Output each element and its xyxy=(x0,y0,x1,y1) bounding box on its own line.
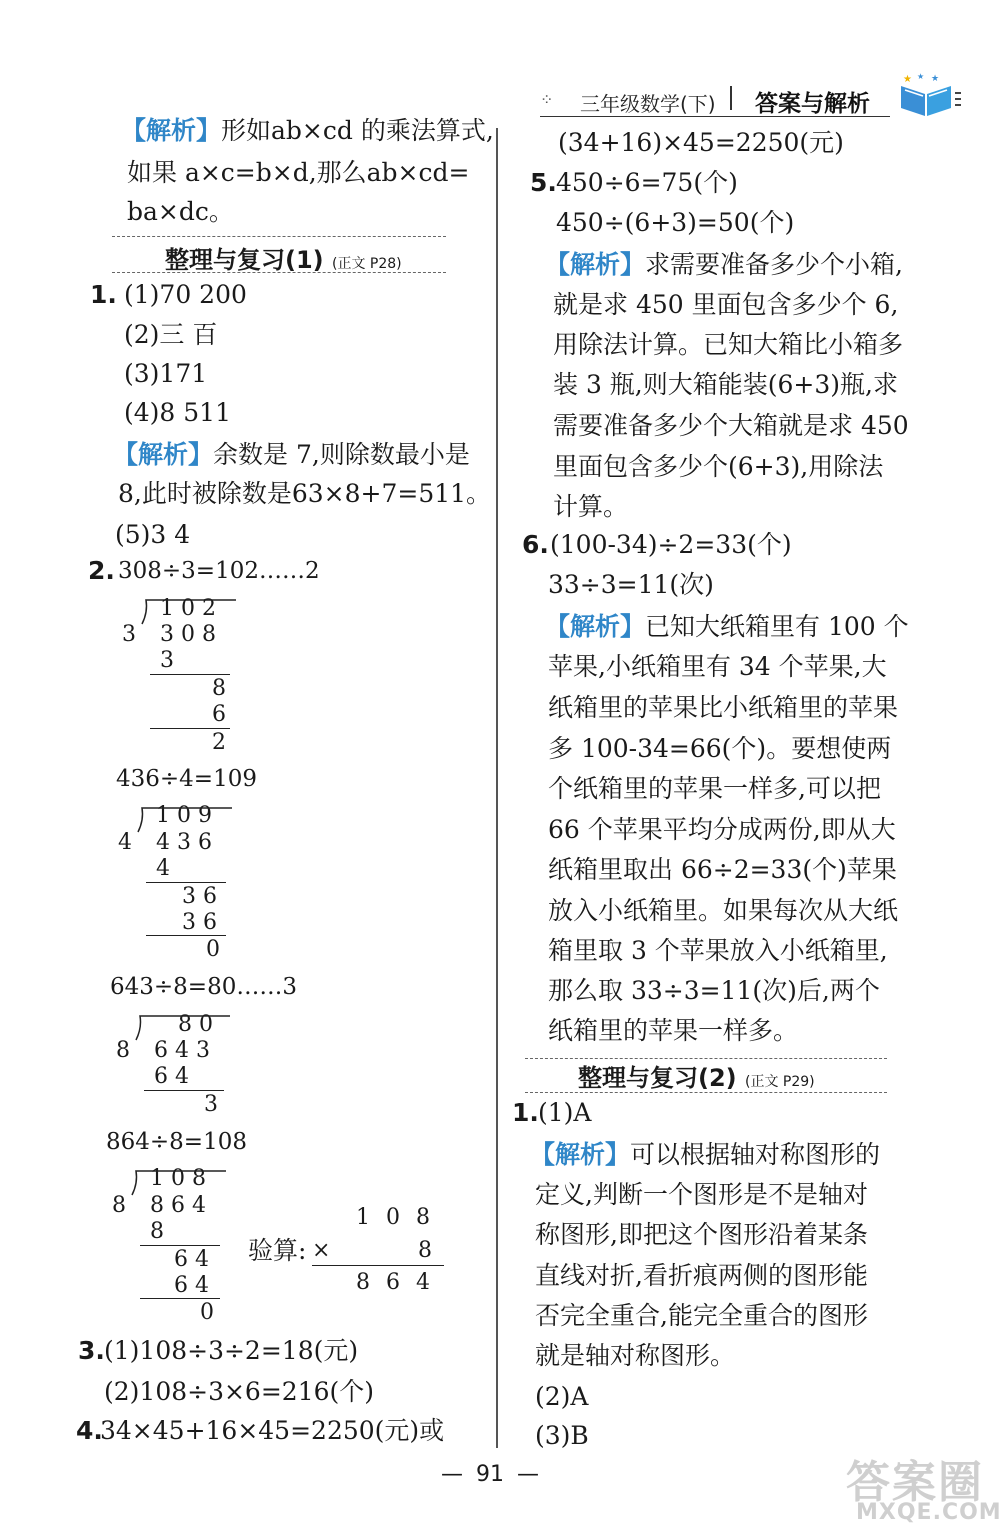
step-remainder: 36 xyxy=(182,884,224,909)
section1-top-rule xyxy=(112,236,446,237)
watermark-url: MXQE.COM xyxy=(856,1500,1002,1525)
q1-analysis-line1: 【解析】余数是 7,则除数最小是 xyxy=(113,440,470,469)
q4-answer-2: (34+16)×45=2250(元) xyxy=(558,128,844,157)
q1-answer-2: (2)三 百 xyxy=(124,320,218,349)
step-rule xyxy=(146,935,226,936)
q5-analysis-line5: 需要准备多少个大箱就是求 450 xyxy=(553,411,909,440)
step-remainder: 64 xyxy=(174,1247,216,1272)
q6-analysis-line2: 苹果,小纸箱里有 34 个苹果,大 xyxy=(548,652,887,681)
q6-analysis-line11: 纸箱里的苹果一样多。 xyxy=(548,1016,799,1045)
left-analysis-line2: 如果 a×c=b×d,那么ab×cd= xyxy=(127,158,470,187)
check-label: 验算: xyxy=(248,1236,307,1265)
svg-text:★: ★ xyxy=(931,74,940,84)
column-divider xyxy=(496,128,498,1448)
left-analysis-line1: 【解析】形如ab×cd 的乘法算式, xyxy=(121,116,494,145)
s2q1-answer-3: (3)B xyxy=(535,1421,589,1450)
section2-bottom-rule xyxy=(525,1092,887,1093)
q5-analysis-line3: 用除法计算。已知大箱比小箱多 xyxy=(553,330,904,359)
left-analysis-line3: ba×dc。 xyxy=(127,197,234,226)
s2q1-answer-1: (1)A xyxy=(538,1098,592,1127)
q5-answer-1: 450÷6=75(个) xyxy=(556,168,738,197)
q3-number: 3. xyxy=(78,1336,105,1365)
step-rule xyxy=(150,728,230,729)
q6-number: 6. xyxy=(522,530,549,559)
q4-answer-1: 34×45+16×45=2250(元)或 xyxy=(100,1416,445,1445)
step-subtract: 8 xyxy=(150,1219,171,1244)
footer-dash-left: — xyxy=(441,1462,463,1487)
q3-answer-2: (2)108÷3×6=216(个) xyxy=(104,1377,375,1406)
section2-title: 整理与复习(2) xyxy=(578,1064,737,1092)
check-rule xyxy=(312,1265,444,1266)
step-rule xyxy=(140,1298,220,1299)
q2-number: 2. xyxy=(88,556,115,585)
svg-text:★: ★ xyxy=(903,74,912,85)
check-multiplicand: 108 xyxy=(356,1205,446,1230)
section1-bottom-rule xyxy=(112,272,446,273)
analysis-tag: 【解析】 xyxy=(530,1140,631,1169)
check-product: 864 xyxy=(356,1270,446,1295)
page-header xyxy=(540,72,960,124)
dividend: 308 xyxy=(160,622,223,647)
page-footer xyxy=(440,1462,540,1487)
q6-answer-1: (100-34)÷2=33(个) xyxy=(550,530,792,559)
quotient: 108 xyxy=(150,1166,213,1191)
section1-heading xyxy=(165,240,402,275)
q2-equation-1: 308÷3=102……2 xyxy=(118,558,320,584)
quotient: 80 xyxy=(178,1012,220,1037)
q6-analysis-line9: 箱里取 3 个苹果放入小纸箱里, xyxy=(548,936,888,965)
divisor: 4 xyxy=(118,830,139,855)
q6-answer-2: 33÷3=11(次) xyxy=(548,570,714,599)
header-underline xyxy=(540,116,890,117)
q3-answer-1: (1)108÷3÷2=18(元) xyxy=(104,1336,359,1365)
section1-title: 整理与复习(1) xyxy=(165,246,324,274)
q6-analysis-line3: 纸箱里的苹果比小纸箱里的苹果 xyxy=(548,693,899,722)
s2q1-analysis-line1: 【解析】可以根据轴对称图形的 xyxy=(530,1140,881,1169)
analysis-tag: 【解析】 xyxy=(121,116,222,145)
q6-analysis-line6: 66 个苹果平均分成两份,即从大 xyxy=(548,815,896,844)
section2-ref: (正文 P29) xyxy=(745,1074,815,1090)
final-remainder: 0 xyxy=(200,1300,221,1325)
q6-analysis-line7: 纸箱里取出 66÷2=33(个)苹果 xyxy=(548,855,897,884)
step-subtract: 36 xyxy=(182,910,224,935)
header-title: 答案与解析 xyxy=(755,91,870,117)
q5-analysis-line6: 里面包含多少个(6+3),用除法 xyxy=(553,452,884,481)
step-rule xyxy=(146,882,226,883)
q2-equation-3: 643÷8=80……3 xyxy=(110,974,297,1000)
page-number: 91 xyxy=(476,1462,504,1487)
s2q1-analysis-line5: 否完全重合,能完全重合的图形 xyxy=(535,1301,868,1330)
dividend: 643 xyxy=(154,1038,217,1063)
q2-equation-2: 436÷4=109 xyxy=(116,766,257,792)
analysis-tag: 【解析】 xyxy=(113,440,214,469)
q4-number: 4. xyxy=(76,1416,103,1445)
q1-analysis-line2: 8,此时被除数是63×8+7=511。 xyxy=(118,479,492,508)
final-remainder: 2 xyxy=(212,730,233,755)
q2-equation-4: 864÷8=108 xyxy=(106,1129,247,1155)
section1-ref: (正文 P28) xyxy=(332,256,402,272)
header-grade: 三年级数学(下) xyxy=(580,92,716,116)
q6-analysis-line8: 放入小纸箱里。如果每次从大纸 xyxy=(548,896,899,925)
footer-dash-right: — xyxy=(517,1462,539,1487)
q1-answer-1: (1)70 200 xyxy=(124,280,247,309)
step-subtract: 4 xyxy=(156,856,177,881)
leaf-ornament-icon: ⁘ xyxy=(540,90,554,109)
q1-answer-4: (4)8 511 xyxy=(124,398,231,427)
q5-analysis-line1: 【解析】求需要准备多少个小箱, xyxy=(545,250,903,279)
final-remainder: 3 xyxy=(204,1092,225,1117)
s2q1-analysis-line2: 定义,判断一个图形是不是轴对 xyxy=(535,1180,868,1209)
step-subtract: 6 xyxy=(212,702,233,727)
q1-number: 1. xyxy=(90,280,117,309)
final-remainder: 0 xyxy=(206,937,227,962)
q5-analysis-line4: 装 3 瓶,则大箱能装(6+3)瓶,求 xyxy=(553,370,898,399)
s2q1-number: 1. xyxy=(512,1098,539,1127)
s2q1-analysis-line3: 称图形,即把这个图形沿着某条 xyxy=(535,1220,868,1249)
book-logo-icon xyxy=(895,72,961,118)
q6-analysis-line10: 那么取 33÷3=11(次)后,两个 xyxy=(548,976,880,1005)
q5-analysis-line7: 计算。 xyxy=(553,492,629,521)
step-subtract: 3 xyxy=(160,648,181,673)
divisor: 8 xyxy=(112,1193,133,1218)
q5-answer-2: 450÷(6+3)=50(个) xyxy=(556,208,795,237)
s2q1-analysis-line4: 直线对折,看折痕两侧的图形能 xyxy=(535,1261,868,1290)
s2q1-answer-2: (2)A xyxy=(535,1382,589,1411)
step-rule xyxy=(150,674,230,675)
q5-number: 5. xyxy=(530,168,557,197)
q6-analysis-line1: 【解析】已知大纸箱里有 100 个 xyxy=(545,612,909,641)
analysis-tag: 【解析】 xyxy=(545,612,646,641)
check-multiplier: 8 xyxy=(418,1238,439,1263)
check-times-sign: × xyxy=(312,1238,338,1263)
divisor: 8 xyxy=(116,1038,137,1063)
analysis-tag: 【解析】 xyxy=(545,250,646,279)
step-rule xyxy=(144,1090,224,1091)
header-divider xyxy=(730,86,732,110)
q5-analysis-line2: 就是求 450 里面包含多少个 6, xyxy=(553,290,899,319)
quotient: 109 xyxy=(156,803,219,828)
watermark-logo: 答案圈 xyxy=(846,1457,984,1508)
divisor: 3 xyxy=(122,622,143,647)
svg-text:★: ★ xyxy=(917,72,925,81)
dividend: 436 xyxy=(156,830,219,855)
step-subtract: 64 xyxy=(174,1273,216,1298)
q6-analysis-line4: 多 100-34=66(个)。要想使两 xyxy=(548,734,892,763)
step-remainder: 8 xyxy=(212,676,233,701)
dividend: 864 xyxy=(150,1193,213,1218)
quotient: 102 xyxy=(160,596,223,621)
step-rule xyxy=(140,1245,220,1246)
q6-analysis-line5: 个纸箱里的苹果一样多,可以把 xyxy=(548,774,881,803)
step-subtract: 64 xyxy=(154,1064,196,1089)
q1-answer-3: (3)171 xyxy=(124,359,208,388)
q1-answer-5: (5)3 4 xyxy=(115,520,191,549)
section2-heading xyxy=(578,1058,815,1093)
s2q1-analysis-line6: 就是轴对称图形。 xyxy=(535,1341,736,1370)
